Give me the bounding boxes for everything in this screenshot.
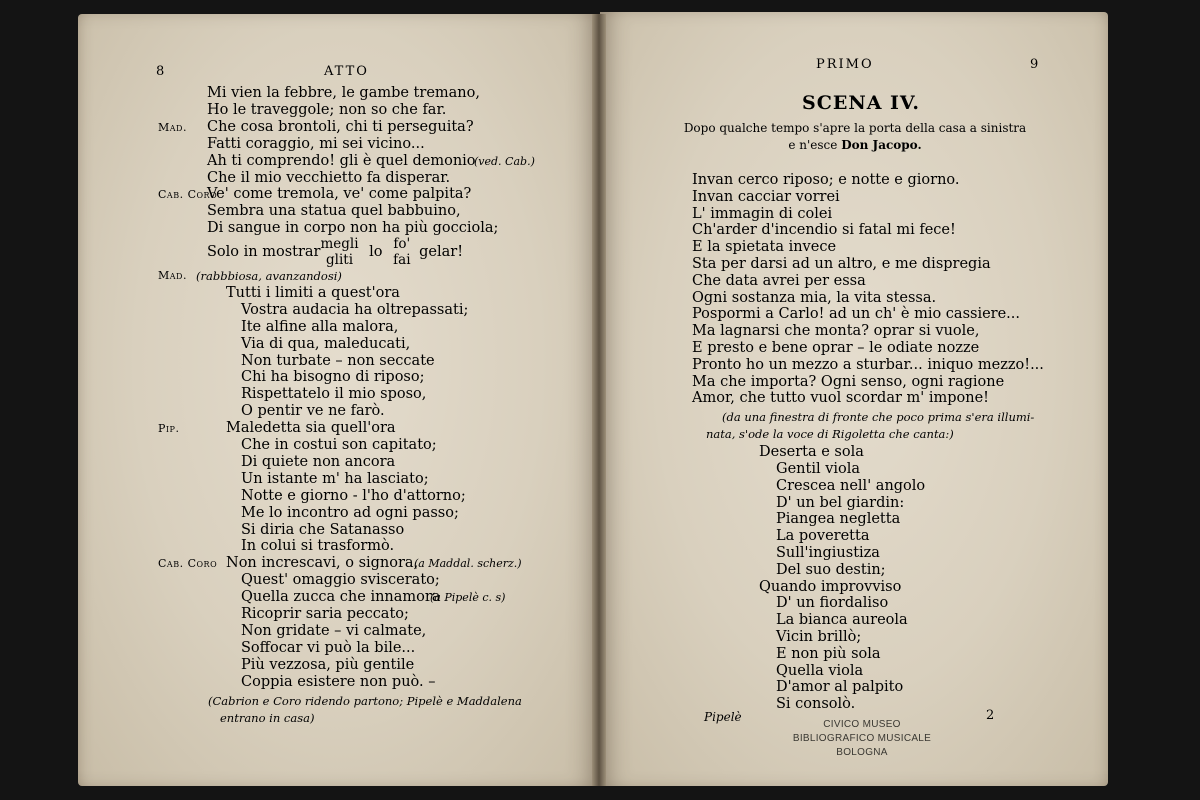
verse-line: Ch'arder d'incendio si fatal mi fece! [692,222,956,239]
alt2-top: fo' [393,236,411,252]
verse-line: Ite alfine alla malora, [241,318,399,335]
split-verse-post: gelar! [419,244,464,260]
song-line: E non più sola [776,645,881,662]
right-running-head: PRIMO [816,57,874,72]
verse-line: Che il mio vecchietto fa disperar. [207,169,451,186]
verse-line: Che in costui son capitato; [241,437,437,453]
verse-line: Tutti i limiti a quest'ora [226,284,400,301]
verse-line: O pentir ve ne farò. [241,403,385,420]
song-line: Del suo destin; [776,561,886,578]
split-verse-pre: Solo in mostrar [207,244,321,260]
verse-line: Rispettatelo il mio sposo, [241,386,427,403]
right-page-number: 9 [1030,57,1039,72]
speaker-label: Mad. [158,120,187,134]
stage-note: (rabbbiosa, avanzandosi) [196,269,342,283]
stage-note: (a Pipelè c. s) [430,591,506,605]
verse-line: Vostra audacia ha oltrepassati; [241,301,469,318]
verse-line: Pronto ho un mezzo a sturbar... iniquo mezzo!... [692,356,1044,373]
verse-line: Non gridate – vi calmate, [241,622,427,639]
song-line: D' un bel giardin: [776,494,905,511]
stage-direction-line: (Cabrion e Coro ridendo partono; Pipelè e Maddalena [208,693,522,708]
scene-direction [640,120,1070,154]
verse-line: Ho le traveggole; non so che far. [207,101,447,118]
verse-line: Si diria che Satanasso [241,521,405,538]
verse-line: Quella zucca che innamora [241,589,441,606]
song-line: Gentil viola [776,461,861,477]
speaker-label: Cab. Coro [158,557,218,571]
verse-line: Maledetta sia quell'ora [226,420,396,437]
verse-line: Che data avrei per essa [692,272,866,289]
verse-line: Di sangue in corpo non ha più gocciola; [207,220,499,237]
verse-line: Quest' omaggio sviscerato; [241,572,440,589]
song-line: Sull'ingiustiza [776,545,880,561]
verse-line: Sta per darsi ad un altro, e me dispregia [692,256,991,272]
verse-line: Fatti coraggio, mi sei vicino... [207,135,425,152]
stamp-line: CIVICO MUSEO [823,719,901,730]
split-verse-mid: lo [369,244,383,260]
verse-line: Amor, che tutto vuol scordar m' impone! [692,390,990,407]
speaker-label: Pip. [158,422,180,436]
alt1-top: megli [320,236,359,252]
alt1-bottom: gliti [326,252,354,268]
character-name: Don Jacopo. [841,138,922,152]
verse-line: Via di qua, maleducati, [241,335,411,352]
verse-line: Invan cacciar vorrei [692,188,840,205]
book-gutter [592,14,606,786]
verse-line: Ma che importa? Ogni senso, ogni ragione [692,373,1005,390]
song-line: Si consolò. [776,696,856,713]
song-line: Deserta e sola [759,444,864,461]
verse-line: Di quiete non ancora [241,453,396,470]
verse-line: Chi ha bisogno di riposo; [241,369,425,386]
signature-name: Pipelè [704,710,742,724]
verse-line: Ogni sostanza mia, la vita stessa. [692,289,937,306]
verse-line: Pospormi a Carlo! ad un ch' è mio cassiere... [692,306,1021,323]
verse-line: E presto e bene oprar – le odiate nozze [692,340,980,356]
stage-direction-line: nata, s'ode la voce di Rigoletta che canta:) [706,427,954,442]
verse-line: Ve' come tremola, ve' come palpita? [207,186,472,203]
verse-line: Coppia esistere non può. – [241,673,436,690]
signature-number: 2 [986,708,995,723]
verse-line: In colui si trasformò. [241,538,395,555]
verse-line: Ma lagnarsi che monta? oprar si vuole, [692,323,980,340]
verse-line: Non increscavi, o signora, [226,555,419,572]
speaker-label: Cab. Coro [158,188,218,202]
song-line: Quella viola [776,662,864,679]
verse-line: Ricoprir saria peccato; [241,606,409,622]
direction-pre: e n'esce [788,138,838,152]
stage-direction-line: entrano in casa) [220,710,315,725]
stamp-line: BOLOGNA [836,747,888,758]
left-running-head: ATTO [324,64,369,79]
song-line: Piangea negletta [776,511,901,528]
verse-line: Me lo incontro ad ogni passo; [241,504,459,521]
verse-line: E la spietata invece [692,239,837,256]
verse-line: Notte e giorno - l'ho d'attorno; [241,487,466,504]
split-verse-alt2 [393,236,410,268]
stamp-line: BIBLIOGRAFICO MUSICALE [792,733,932,744]
scene-title: SCENA IV. [802,92,920,114]
scene-direction-line1: Dopo qualche tempo s'apre la porta della casa a sinistra [683,121,1027,135]
song-line: La bianca aureola [776,612,908,629]
verse-line: Mi vien la febbre, le gambe tremano, [207,85,480,101]
split-verse-alt1 [320,236,358,268]
stage-note: (ved. Cab.) [474,154,535,168]
stage-note: (a Maddal. scherz.) [414,557,522,571]
verse-line: Che cosa brontoli, chi ti perseguita? [207,118,474,135]
song-line: D' un fiordaliso [776,595,889,612]
left-page-number: 8 [156,64,165,79]
stage-direction-line: (da una finestra di fronte che poco prima s'era illumi- [722,410,1035,425]
library-stamp [792,718,932,760]
alt2-bottom: fai [393,252,411,268]
verse-line: Non turbate – non seccate [241,352,435,369]
scene-direction-line2 [640,137,1070,154]
verse-line: Invan cerco riposo; e notte e giorno. [692,172,960,188]
speaker-label: Mad. [158,269,187,282]
verse-line: Un istante m' ha lasciato; [241,470,429,487]
song-line: La poveretta [776,528,870,545]
verse-line: L' immagin di colei [692,205,833,222]
song-line: Vicin brillò; [776,629,862,645]
verse-line: Ah ti comprendo! gli è quel demonio [207,152,476,169]
split-verse-line [207,236,463,268]
verse-line: Sembra una statua quel babbuino, [207,203,461,220]
verse-line: Più vezzosa, più gentile [241,656,415,673]
verse-line: Soffocar vi può la bile... [241,639,416,656]
song-line: D'amor al palpito [776,679,904,696]
song-line: Crescea nell' angolo [776,477,926,494]
song-line: Quando improvviso [759,578,902,595]
